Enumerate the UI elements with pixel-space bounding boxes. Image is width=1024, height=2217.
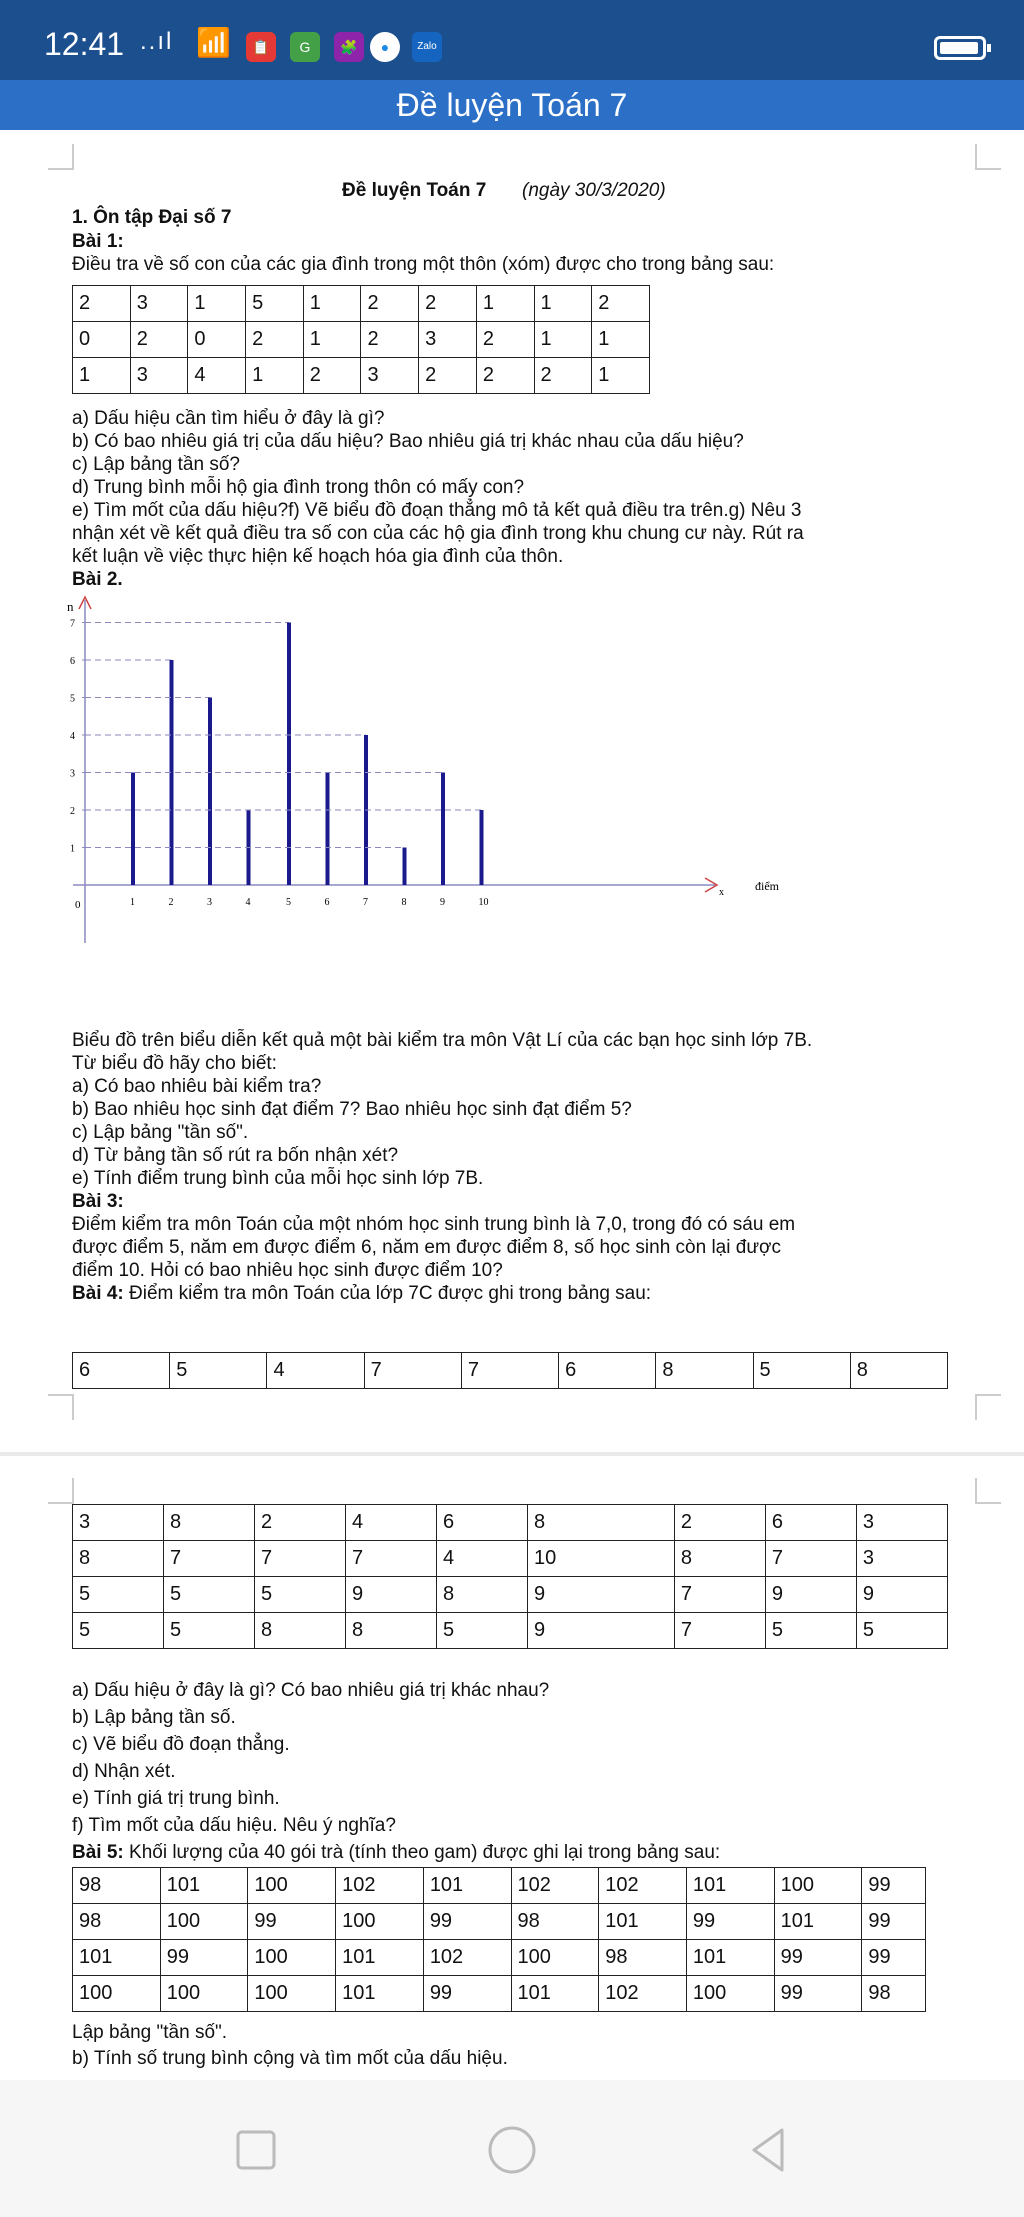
table-cell: 5 xyxy=(246,286,304,322)
bai4-question: a) Dấu hiệu ở đây là gì? Có bao nhiêu giá trị khác nhau? xyxy=(72,1680,550,1701)
table-row xyxy=(73,1577,948,1613)
x-axis-label: điểm xyxy=(755,879,779,893)
table-cell: 98 xyxy=(73,1868,161,1904)
table-cell: 3 xyxy=(856,1541,947,1577)
table-cell: 9 xyxy=(528,1577,675,1613)
table-cell: 1 xyxy=(534,286,592,322)
table-cell: 2 xyxy=(255,1505,346,1541)
bai2-question: c) Lập bảng "tần số". xyxy=(72,1122,249,1143)
app-title-bar xyxy=(0,80,1024,130)
bai5-title: Bài 5: xyxy=(72,1842,124,1863)
table-cell: 2 xyxy=(303,358,361,394)
bai3-title: Bài 3: xyxy=(72,1191,124,1212)
table-cell: 5 xyxy=(765,1613,856,1649)
page-corner-mark xyxy=(975,1394,1001,1420)
table-row xyxy=(73,1976,926,2012)
table-cell: 8 xyxy=(164,1505,255,1541)
table-cell: 100 xyxy=(336,1904,424,1940)
table-cell: 7 xyxy=(461,1353,558,1389)
table-cell: 1 xyxy=(188,286,246,322)
x-tick-label: 9 xyxy=(440,897,445,908)
bai2-question: d) Từ bảng tần số rút ra bốn nhận xét? xyxy=(72,1145,399,1166)
table-cell: 1 xyxy=(303,286,361,322)
table-cell: 3 xyxy=(361,358,419,394)
bai1-table xyxy=(72,285,650,394)
document-date: (ngày 30/3/2020) xyxy=(522,180,666,201)
bai2-question: b) Bao nhiêu học sinh đạt điểm 7? Bao nhiêu học sinh đạt điểm 5? xyxy=(72,1099,632,1120)
table-cell: 101 xyxy=(336,1976,424,2012)
table-cell: 7 xyxy=(674,1613,765,1649)
table-cell: 8 xyxy=(73,1541,164,1577)
table-cell: 2 xyxy=(361,322,419,358)
table-cell: 101 xyxy=(423,1868,511,1904)
table-cell: 98 xyxy=(73,1904,161,1940)
bai1-intro: Điều tra về số con của các gia đình trong một thôn (xóm) được cho trong bảng sau: xyxy=(72,254,775,275)
table-cell: 2 xyxy=(476,358,534,394)
table-cell: 102 xyxy=(511,1868,599,1904)
table-cell: 6 xyxy=(765,1505,856,1541)
table-cell: 1 xyxy=(534,322,592,358)
table-row xyxy=(73,1904,926,1940)
y-tick-label: 3 xyxy=(70,768,75,780)
table-cell: 99 xyxy=(686,1904,774,1940)
back-button[interactable] xyxy=(738,2120,798,2180)
table-cell: 99 xyxy=(160,1940,248,1976)
bai4-intro: Điểm kiểm tra môn Toán của lớp 7C được ghi trong bảng sau: xyxy=(123,1283,652,1304)
page-corner-mark xyxy=(975,1478,1001,1504)
table-cell: 1 xyxy=(476,286,534,322)
table-cell: 99 xyxy=(248,1904,336,1940)
table-cell: 9 xyxy=(528,1613,675,1649)
table-cell: 2 xyxy=(73,286,131,322)
table-cell: 99 xyxy=(423,1904,511,1940)
table-cell: 102 xyxy=(423,1940,511,1976)
table-row xyxy=(73,1353,948,1389)
table-cell: 3 xyxy=(130,286,188,322)
bai4-question: e) Tính giá trị trung bình. xyxy=(72,1788,280,1809)
table-cell: 4 xyxy=(267,1353,364,1389)
clock: 12:41 xyxy=(44,26,125,62)
x-axis-symbol: x xyxy=(719,887,724,898)
y-tick-label: 4 xyxy=(70,731,75,742)
status-bar xyxy=(0,0,1024,80)
table-cell: 7 xyxy=(346,1541,437,1577)
table-cell: 1 xyxy=(592,322,650,358)
signal-icon: ..ıl xyxy=(140,28,174,55)
table-cell: 2 xyxy=(361,286,419,322)
notification-app-icon: G xyxy=(290,32,320,62)
table-cell: 8 xyxy=(528,1505,675,1541)
x-tick-label: 7 xyxy=(363,897,368,908)
navigation-bar xyxy=(0,2080,1024,2217)
table-cell: 102 xyxy=(336,1868,424,1904)
bai2-question: Từ biểu đồ hãy cho biết: xyxy=(72,1053,277,1074)
table-cell: 0 xyxy=(73,322,131,358)
x-tick-label: 4 xyxy=(245,897,251,908)
table-cell: 101 xyxy=(686,1940,774,1976)
recents-button[interactable] xyxy=(226,2120,286,2180)
table-cell: 8 xyxy=(255,1613,346,1649)
table-cell: 7 xyxy=(164,1541,255,1577)
table-cell: 102 xyxy=(599,1976,687,2012)
table-cell: 2 xyxy=(534,358,592,394)
table-cell: 101 xyxy=(599,1904,687,1940)
table-cell: 5 xyxy=(437,1613,528,1649)
table-cell: 8 xyxy=(437,1577,528,1613)
x-tick-label: 6 xyxy=(324,897,330,908)
table-cell: 101 xyxy=(336,1940,424,1976)
table-cell: 1 xyxy=(303,322,361,358)
table-cell: 7 xyxy=(255,1541,346,1577)
table-row xyxy=(73,286,650,322)
bai2-title: Bài 2. xyxy=(72,569,123,590)
table-row xyxy=(73,1613,948,1649)
table-cell: 5 xyxy=(73,1577,164,1613)
table-cell: 1 xyxy=(246,358,304,394)
table-cell: 2 xyxy=(419,286,477,322)
table-cell: 3 xyxy=(856,1505,947,1541)
bai4-table-top xyxy=(72,1352,948,1389)
table-cell: 6 xyxy=(437,1505,528,1541)
table-cell: 98 xyxy=(862,1976,926,2012)
x-tick-label: 10 xyxy=(478,897,489,908)
table-cell: 100 xyxy=(774,1868,862,1904)
table-cell: 5 xyxy=(753,1353,850,1389)
y-tick-label: 5 xyxy=(70,693,75,705)
table-cell: 9 xyxy=(765,1577,856,1613)
table-cell: 99 xyxy=(774,1940,862,1976)
x-tick-label: 3 xyxy=(207,897,212,908)
notification-app-icon: ● xyxy=(370,32,400,62)
wifi-icon: 📶 xyxy=(196,27,231,58)
document-heading: Đề luyện Toán 7 xyxy=(342,180,487,201)
bai5-question: Lập bảng "tần số". xyxy=(72,2022,228,2043)
x-tick-label: 8 xyxy=(401,897,407,908)
table-cell: 100 xyxy=(686,1976,774,2012)
bai1-title: Bài 1: xyxy=(72,231,124,252)
table-cell: 98 xyxy=(599,1940,687,1976)
bai1-question: kết luận về việc thực hiện kế hoạch hóa gia đình của thôn. xyxy=(72,546,564,567)
table-cell: 8 xyxy=(674,1541,765,1577)
table-cell: 2 xyxy=(130,322,188,358)
table-cell: 98 xyxy=(511,1904,599,1940)
table-cell: 4 xyxy=(188,358,246,394)
table-cell: 5 xyxy=(170,1353,267,1389)
table-row xyxy=(73,1940,926,1976)
table-cell: 10 xyxy=(528,1541,675,1577)
table-cell: 100 xyxy=(248,1976,336,2012)
table-cell: 3 xyxy=(73,1505,164,1541)
table-cell: 1 xyxy=(73,358,131,394)
table-cell: 99 xyxy=(862,1868,926,1904)
table-cell: 101 xyxy=(686,1868,774,1904)
x-tick-label: 1 xyxy=(130,897,135,908)
table-cell: 2 xyxy=(674,1505,765,1541)
table-cell: 0 xyxy=(188,322,246,358)
bai3-text: Điểm kiểm tra môn Toán của một nhóm học sinh trung bình là 7,0, trong đó có sáu em xyxy=(72,1214,796,1235)
table-row xyxy=(73,1541,948,1577)
page-corner-mark xyxy=(48,144,74,170)
table-cell: 4 xyxy=(346,1505,437,1541)
home-button[interactable] xyxy=(482,2120,542,2180)
table-cell: 102 xyxy=(599,1868,687,1904)
table-cell: 4 xyxy=(437,1541,528,1577)
document-page-2[interactable] xyxy=(0,1456,1024,2080)
bai4-question: d) Nhận xét. xyxy=(72,1761,176,1782)
page-corner-mark xyxy=(975,144,1001,170)
app-title: Đề luyện Toán 7 xyxy=(396,87,628,123)
table-cell: 7 xyxy=(674,1577,765,1613)
bai1-question: e) Tìm mốt của dấu hiệu?f) Vẽ biểu đồ đoạn thẳng mô tả kết quả điều tra trên.g) Nêu 3 xyxy=(72,500,802,521)
table-cell: 8 xyxy=(656,1353,753,1389)
table-cell: 99 xyxy=(774,1976,862,2012)
bai5-intro: Khối lượng của 40 gói trà (tính theo gam) được ghi lại trong bảng sau: xyxy=(123,1842,721,1863)
bai1-question: c) Lập bảng tần số? xyxy=(72,454,240,475)
table-cell: 100 xyxy=(160,1904,248,1940)
origin-label: 0 xyxy=(75,899,81,911)
table-cell: 5 xyxy=(73,1613,164,1649)
y-tick-label: 1 xyxy=(70,843,75,855)
table-cell: 100 xyxy=(160,1976,248,2012)
bai4-title-line xyxy=(72,1283,651,1305)
bai4-question: f) Tìm mốt của dấu hiệu. Nêu ý nghĩa? xyxy=(72,1815,396,1836)
table-cell: 3 xyxy=(419,322,477,358)
battery-icon xyxy=(934,36,986,60)
table-cell: 99 xyxy=(423,1976,511,2012)
table-cell: 101 xyxy=(511,1976,599,2012)
bai3-text: được điểm 5, năm em được điểm 6, năm em được điểm 8, số học sinh còn lại được xyxy=(72,1237,781,1258)
bai2-question: a) Có bao nhiêu bài kiểm tra? xyxy=(72,1076,322,1097)
table-cell: 100 xyxy=(248,1940,336,1976)
bai4-question: c) Vẽ biểu đồ đoạn thẳng. xyxy=(72,1734,290,1755)
table-cell: 2 xyxy=(246,322,304,358)
table-cell: 101 xyxy=(774,1904,862,1940)
table-cell: 5 xyxy=(164,1613,255,1649)
notification-app-icon: 🧩 xyxy=(334,32,364,62)
table-cell: 5 xyxy=(164,1577,255,1613)
table-row xyxy=(73,358,650,394)
table-cell: 100 xyxy=(248,1868,336,1904)
table-row xyxy=(73,1868,926,1904)
y-tick-label: 7 xyxy=(70,618,75,630)
table-cell: 6 xyxy=(559,1353,656,1389)
table-cell: 7 xyxy=(364,1353,461,1389)
table-cell: 101 xyxy=(160,1868,248,1904)
bai5-question: b) Tính số trung bình cộng và tìm mốt của dấu hiệu. xyxy=(72,2048,508,2069)
page-corner-mark xyxy=(48,1478,74,1504)
bai1-question: b) Có bao nhiêu giá trị của dấu hiệu? Bao nhiêu giá trị khác nhau của dấu hiệu? xyxy=(72,431,744,452)
table-cell: 9 xyxy=(346,1577,437,1613)
y-tick-label: 2 xyxy=(70,806,75,817)
notification-app-icon: 📋 xyxy=(246,32,276,62)
x-tick-label: 2 xyxy=(168,897,174,908)
table-cell: 8 xyxy=(346,1613,437,1649)
table-cell: 5 xyxy=(856,1613,947,1649)
y-axis-label: n xyxy=(67,599,74,614)
bai4-question: b) Lập bảng tần số. xyxy=(72,1707,236,1728)
bai1-question: d) Trung bình mỗi hộ gia đình trong thôn có mấy con? xyxy=(72,477,525,498)
bai4-table xyxy=(72,1504,948,1649)
table-cell: 100 xyxy=(511,1940,599,1976)
bai3-text: điểm 10. Hỏi có bao nhiêu học sinh được điểm 10? xyxy=(72,1260,503,1281)
bai2-question: Biểu đồ trên biểu diễn kết quả một bài kiểm tra môn Vật Lí của các bạn học sinh lớp 7B. xyxy=(72,1030,813,1051)
table-cell: 99 xyxy=(862,1940,926,1976)
table-cell: 2 xyxy=(592,286,650,322)
table-cell: 8 xyxy=(850,1353,947,1389)
zalo-icon: Zalo xyxy=(412,32,442,62)
y-tick-label: 6 xyxy=(70,656,75,667)
bai4-title: Bài 4: xyxy=(72,1283,124,1304)
table-cell: 101 xyxy=(73,1940,161,1976)
table-cell: 1 xyxy=(592,358,650,394)
bai1-question: nhận xét về kết quả điều tra số con của các hộ gia đình trong khu chung cư này. Rút ra xyxy=(72,523,804,544)
table-cell: 2 xyxy=(419,358,477,394)
bai5-table xyxy=(72,1867,926,2012)
table-cell: 100 xyxy=(73,1976,161,2012)
page-corner-mark xyxy=(48,1394,74,1420)
x-tick-label: 5 xyxy=(286,897,291,908)
table-cell: 9 xyxy=(856,1577,947,1613)
bai2-question: e) Tính điểm trung bình của mỗi học sinh lớp 7B. xyxy=(72,1168,484,1189)
table-cell: 7 xyxy=(765,1541,856,1577)
table-cell: 5 xyxy=(255,1577,346,1613)
section-title: 1. Ôn tập Đại số 7 xyxy=(72,207,232,228)
bai1-question: a) Dấu hiệu cần tìm hiểu ở đây là gì? xyxy=(72,408,385,429)
table-cell: 6 xyxy=(73,1353,170,1389)
table-cell: 3 xyxy=(130,358,188,394)
table-row xyxy=(73,322,650,358)
bai2-chart xyxy=(60,595,800,975)
table-cell: 2 xyxy=(476,322,534,358)
table-cell: 99 xyxy=(862,1904,926,1940)
bai5-title-line xyxy=(72,1842,720,1864)
table-row xyxy=(73,1505,948,1541)
